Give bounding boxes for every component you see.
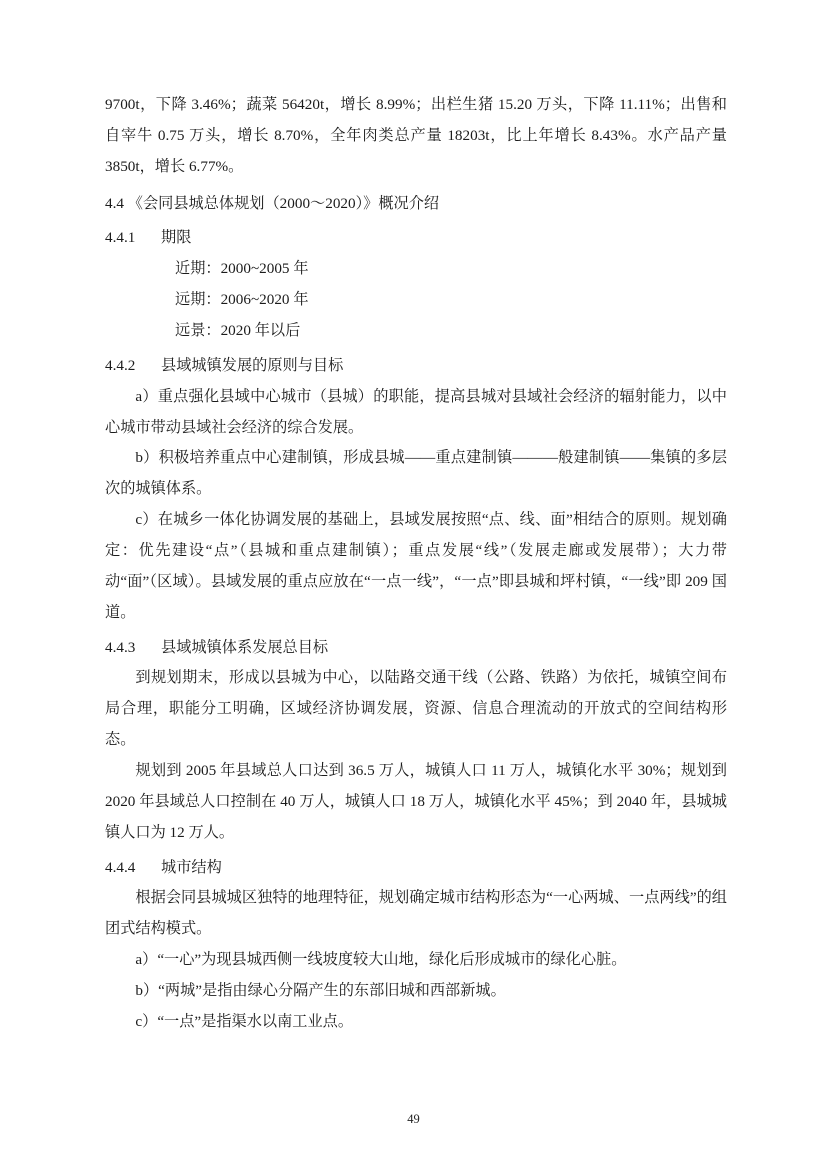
paragraph-structure-intro: 根据会同县城城区独特的地理特征，规划确定城市结构形态为“一心两城、一点两线”的组团式结构模式。 <box>105 889 727 938</box>
list-item: 近期：2000~2005 年 <box>175 260 309 278</box>
paragraph-a: a）重点强化县域中心城市（县城）的职能，提高县城对县域社会经济的辐射能力，以中心城市带动县域社会经济的综合发展。 <box>105 387 727 436</box>
paragraph-c: c）在城乡一体化协调发展的基础上，县域发展按照“点、线、面”相结合的原则。规划确定：优先建设“点”（县城和重点建制镇）；重点发展“线”（发展走廊或发展带）；大力带动“面”（区域）。县域发展的重点应放在“一点一线”，“一点”即县城和坪村镇，“一线”即 209 国道。 <box>105 511 727 621</box>
paragraph-b: b）积极培养重点中心建制镇，形成县城——重点建制镇———般建制镇——集镇的多层次的城镇体系。 <box>105 449 727 498</box>
subsection-title: 城市结构 <box>161 858 222 876</box>
paragraph-population-plan: 规划到 2005 年县域总人口达到 36.5 万人，城镇人口 11 万人，城镇化水平 30%；规划到 2020 年县域总人口控制在 40 万人，城镇人口 18 万人，城镇化水平 45%；到 2040 年，县城城镇人口为 12 万人。 <box>105 762 727 841</box>
subsection-title: 期限 <box>161 229 192 247</box>
subsection-number: 4.4.1 <box>105 229 136 247</box>
subsection-number: 4.4.2 <box>105 356 136 374</box>
paragraph-goal-description: 到规划期末，形成以县城为中心，以陆路交通干线（公路、铁路）为依托，城镇空间布局合理，职能分工明确，区域经济协调发展，资源、信息合理流动的开放式的空间结构形态。 <box>105 669 727 749</box>
list-item: 远期：2006~2020 年 <box>175 291 309 309</box>
subsection-title: 县域城镇发展的原则与目标 <box>161 356 344 374</box>
subsection-heading-4-4-2 <box>105 351 727 382</box>
subsection-heading-4-4-1 <box>105 223 727 254</box>
paragraph-structure-b: b）“两城”是指由绿心分隔产生的东部旧城和西部新城。 <box>135 982 506 1000</box>
paragraph-continuation: 9700t，下降 3.46%；蔬菜 56420t，增长 8.99%；出栏生猪 15.20 万头，下降 11.11%；出售和自宰牛 0.75 万头，增长 8.70%，全年肉类总产量 18203t，比上年增长 8.43%。水产品产量 3850t，增长 6.77%。 <box>105 96 727 175</box>
page-number: 49 <box>407 1112 420 1126</box>
paragraph-structure-a: a）“一心”为现县城西侧一线坡度较大山地，绿化后形成城市的绿化心脏。 <box>135 951 627 969</box>
subsection-heading-4-4-3 <box>105 633 727 664</box>
subsection-heading-4-4-4 <box>105 853 727 884</box>
subsection-number: 4.4.4 <box>105 858 136 876</box>
subsection-number: 4.4.3 <box>105 638 136 656</box>
section-heading-4-4: 4.4 《会同县城总体规划（2000～2020）》概况介绍 <box>105 194 440 212</box>
list-item: 远景：2020 年以后 <box>175 322 301 340</box>
paragraph-structure-c: c）“一点”是指渠水以南工业点。 <box>135 1012 354 1030</box>
subsection-title: 县域城镇体系发展总目标 <box>161 638 329 656</box>
document-body <box>105 90 727 1038</box>
